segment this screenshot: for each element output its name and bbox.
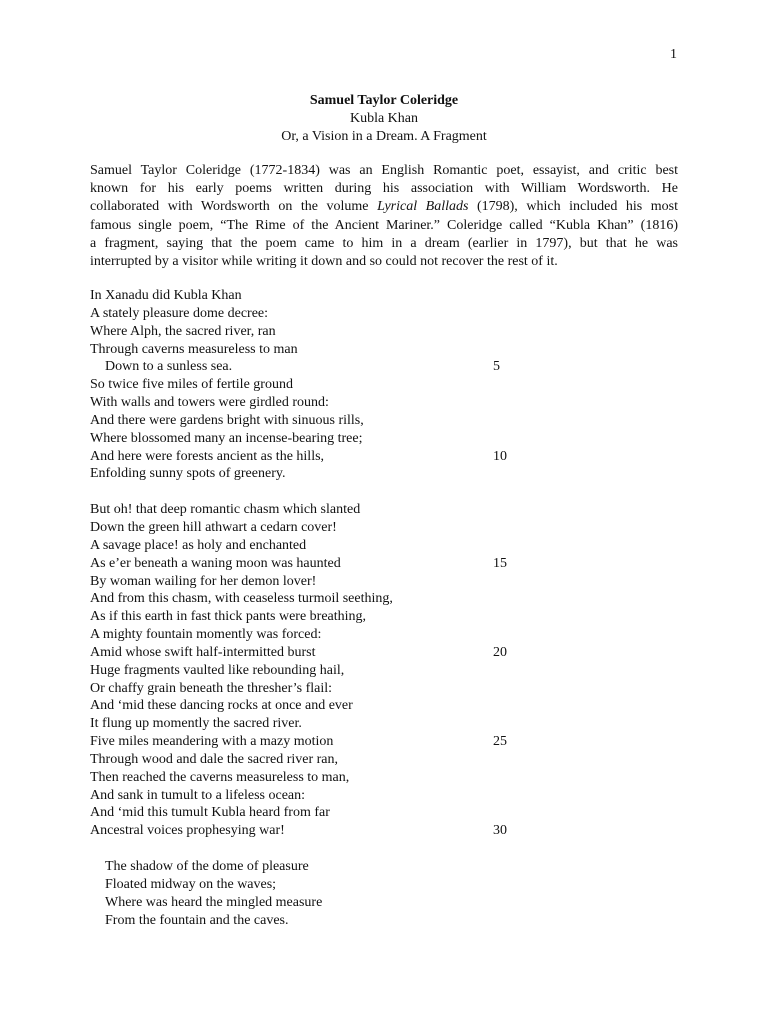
poem-line-text: A stately pleasure dome decree:	[90, 305, 269, 321]
poem-subtitle: Or, a Vision in a Dream. A Fragment	[281, 129, 487, 144]
poem-line-text: Where Alph, the sacred river, ran	[90, 323, 276, 339]
poem-line	[90, 626, 510, 644]
poem-line-text: A savage place! as holy and enchanted	[90, 537, 307, 553]
poem-line	[90, 733, 510, 751]
poem-line-text: And there were gardens bright with sinuous rills,	[90, 412, 364, 428]
poem-line	[90, 323, 510, 341]
intro-line	[90, 198, 678, 216]
poem-line-text: Floated midway on the waves;	[105, 876, 277, 892]
poem-line	[90, 287, 510, 305]
poem-line-text: Through wood and dale the sacred river ran,	[90, 751, 339, 767]
poem-line	[90, 519, 510, 537]
poem-line	[90, 465, 510, 483]
intro-text: known for his early poems written during his association with William Wordsworth. He	[90, 181, 678, 197]
poem-line	[90, 341, 510, 359]
poem-line-text: So twice five miles of fertile ground	[90, 377, 293, 393]
poem-line	[90, 876, 510, 894]
poem-line-text: Enfolding sunny spots of greenery.	[90, 466, 286, 482]
poem-line-text: By woman wailing for her demon lover!	[90, 573, 317, 589]
intro-text: interrupted by a visitor while writing it down and so could not recover the rest of it.	[90, 254, 558, 270]
page-number: 1	[670, 47, 677, 62]
poem-line	[90, 608, 510, 626]
poem-body	[90, 287, 510, 947]
line-number: 15	[493, 555, 507, 571]
poem-line	[90, 697, 510, 715]
poem-line-text: Ancestral voices prophesying war!	[90, 823, 285, 839]
poem-line	[90, 894, 510, 912]
intro-text: famous single poem, “The Rime of the Ancient Mariner.” Coleridge called “Kubla Khan” (1816)	[90, 217, 678, 233]
poem-line	[90, 394, 510, 412]
poem-line-text: As e’er beneath a waning moon was haunted	[90, 555, 341, 571]
poem-line	[90, 822, 510, 840]
poem-line	[90, 573, 510, 591]
intro-text: a fragment, saying that the poem came to him in a dream (earlier in 1797), but that he was	[90, 235, 678, 251]
line-number: 5	[493, 359, 500, 375]
poem-line-text: Down to a sunless sea.	[105, 359, 233, 375]
poem-line-text: Down the green hill athwart a cedarn cover!	[90, 519, 337, 535]
poem-line-text: Or chaffy grain beneath the thresher’s flail:	[90, 680, 333, 696]
poem-line	[90, 537, 510, 555]
poem-line	[90, 376, 510, 394]
title-block	[0, 92, 768, 146]
poem-line-text: And ‘mid this tumult Kubla heard from far	[90, 805, 330, 821]
poem-line-text: The shadow of the dome of pleasure	[105, 859, 309, 874]
author-name: Samuel Taylor Coleridge	[309, 93, 459, 108]
poem-line-text: And here were forests ancient as the hills,	[90, 448, 325, 464]
poem-line	[90, 412, 510, 430]
poem-line	[90, 912, 510, 930]
poem-line	[90, 644, 510, 662]
poem-line-text: Huge fragments vaulted like rebounding hail,	[90, 662, 345, 678]
poem-line-text: Through caverns measureless to man	[90, 341, 298, 357]
intro-paragraph	[90, 162, 678, 271]
intro-line	[90, 217, 678, 235]
poem-line-text: Then reached the caverns measureless to man,	[90, 769, 350, 785]
poem-line	[90, 555, 510, 573]
poem-line	[90, 305, 510, 323]
poem-line	[90, 751, 510, 769]
intro-line	[90, 253, 678, 271]
stanza	[90, 501, 510, 840]
poem-line	[90, 501, 510, 519]
poem-line-text: Five miles meandering with a mazy motion	[90, 734, 334, 750]
poem-line-text: In Xanadu did Kubla Khan	[90, 288, 242, 303]
poem-title: Kubla Khan	[349, 111, 419, 126]
poem-line	[90, 769, 510, 787]
intro-line	[90, 235, 678, 253]
poem-line-text: With walls and towers were girdled round:	[90, 395, 329, 411]
poem-line	[90, 804, 510, 822]
poem-line-text: A mighty fountain momently was forced:	[90, 627, 322, 643]
intro-text: collaborated with Wordsworth on the volume	[90, 199, 378, 215]
poem-line-text: And from this chasm, with ceaseless turmoil seething,	[90, 591, 393, 607]
stanza	[90, 858, 510, 929]
line-number: 20	[493, 644, 507, 660]
intro-line	[90, 180, 678, 198]
poem-line-text: Where was heard the mingled measure	[105, 894, 323, 910]
line-number: 30	[493, 823, 507, 839]
poem-line	[90, 662, 510, 680]
poem-line-text: But oh! that deep romantic chasm which slanted	[90, 502, 361, 518]
poem-line-text: Where blossomed many an incense-bearing tree;	[90, 430, 363, 446]
poem-line	[90, 448, 510, 466]
poem-line	[90, 430, 510, 448]
poem-line-text: It flung up momently the sacred river.	[90, 716, 302, 732]
intro-text: Samuel Taylor Coleridge (1772-1834) was an English Romantic poet, essayist, and critic best	[90, 163, 678, 178]
intro-line	[90, 162, 678, 180]
stanza	[90, 287, 510, 483]
line-number: 10	[493, 448, 507, 464]
poem-line-text: Amid whose swift half-intermitted burst	[90, 644, 316, 660]
book-title: Lyrical Ballads	[377, 199, 469, 215]
poem-line	[90, 358, 510, 376]
intro-text: (1798), which included his most	[468, 199, 678, 215]
poem-line	[90, 858, 510, 876]
poem-line-text: And ‘mid these dancing rocks at once and ever	[90, 698, 353, 714]
poem-line	[90, 715, 510, 733]
poem-line	[90, 590, 510, 608]
poem-line-text: As if this earth in fast thick pants were breathing,	[90, 609, 367, 625]
poem-line	[90, 680, 510, 698]
line-number: 25	[493, 734, 507, 750]
poem-line	[90, 787, 510, 805]
poem-line-text: And sank in tumult to a lifeless ocean:	[90, 787, 306, 803]
poem-line-text: From the fountain and the caves.	[105, 912, 289, 928]
